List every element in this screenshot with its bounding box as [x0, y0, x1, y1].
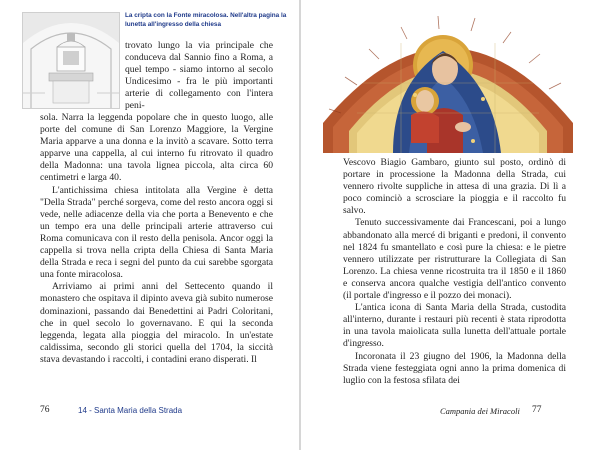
- left-page-number: 76: [40, 405, 50, 415]
- lunette-photo: [323, 3, 573, 153]
- crypt-photo: [22, 12, 120, 109]
- right-page-number: 77: [532, 405, 542, 415]
- left-paragraph-1: sola. Narra la leggenda popolare che in questo luogo, alle porte del comune di San Lorenzo Maggiore, la Vergine Maria apparve a una donna e la invitò a scavare. Sotto terra apparve una cappella, al cui interno fu ritrovato il quadro della Madonna: una tavola lignea piccola, alta circa 60 centimetri e larga 40.: [40, 112, 273, 184]
- left-text-beside-photo: [125, 40, 273, 113]
- right-paragraph-0: Vescovo Biagio Gambaro, giunto sul posto, ordinò di portare in processione la Madonna della Strada, cui vennero rivolte suppliche in attesa di una grazia. Di lì a poco cominciò a scrosciare la pioggia e il raccolto fu salvo.: [343, 157, 566, 217]
- left-paragraph-0: trovato lungo la via principale che conduceva dal Sannio fino a Roma, a quel tempo - siamo intorno al secolo Undicesimo - fra le più importanti arterie di collegamento con l'intera peni-: [125, 40, 273, 112]
- right-paragraph-1: Tenuto successivamente dai Francescani, poi a lungo abbandonato alla mercé di briganti e predoni, il convento nel 1824 fu smantellato e così pure la chiesa: e le pietre vennero utilizzate per ristrutturare la Collegiata di San Lorenzo. La chiesa venne ricostruita tra il 1850 e il 1860 e conserva ancora qualche vestigia dell'antico convento (il portale d'ingresso e il pozzo dei monaci).: [343, 217, 566, 302]
- right-paragraph-2: L'antica icona di Santa Maria della Strada, custodita all'interno, durante i restauri più recenti è stata riprodotta in una tavola maiolicata sulla lunetta dell'attuale portale d'ingresso.: [343, 302, 566, 350]
- left-text-body: [40, 112, 273, 366]
- photo-caption: La cripta con la Fonte miracolosa. Nell'altra pagina la lunetta all'ingresso della chiesa: [125, 12, 287, 28]
- left-paragraph-3: Arriviamo ai primi anni del Settecento quando il monastero che ospitava il dipinto aveva già subito numerose dominazioni, passando dai Benedettini ai Padri Coloritani, che in quel secolo lo governavano. E qui la seconda leggenda, legata alla pioggia del miracolo. In un'estate caldissima, secondo gli storici quella del 1704, la siccità stava devastando i raccolti, i contadini erano disperati. Il: [40, 281, 273, 365]
- right-running-title: Campania dei Miracoli: [440, 406, 520, 416]
- right-paragraph-3: Incoronata il 23 giugno del 1906, la Madonna della Strada viene festeggiata ogni anno la prima domenica di luglio con la festosa sfilata dei: [343, 350, 566, 386]
- left-page: [0, 0, 299, 450]
- left-paragraph-2: L'antichissima chiesa intitolata alla Vergine è detta "Della Strada" perché sorgeva, come del resto ancora oggi si vede, nelle adiacenze della via che porta a Benevento e che un tempo era una delle principali arterie attraverso cui Roma comunicava con il resto della penisola. Ancor oggi la cappella si trova nella cripta della Chiesa di Santa Maria della Strada e reca i segni del punto da cui sarebbe sgorgata una fonte miracolosa.: [40, 184, 273, 281]
- left-running-title: 14 - Santa Maria della Strada: [78, 406, 183, 415]
- right-text-body: [343, 157, 566, 387]
